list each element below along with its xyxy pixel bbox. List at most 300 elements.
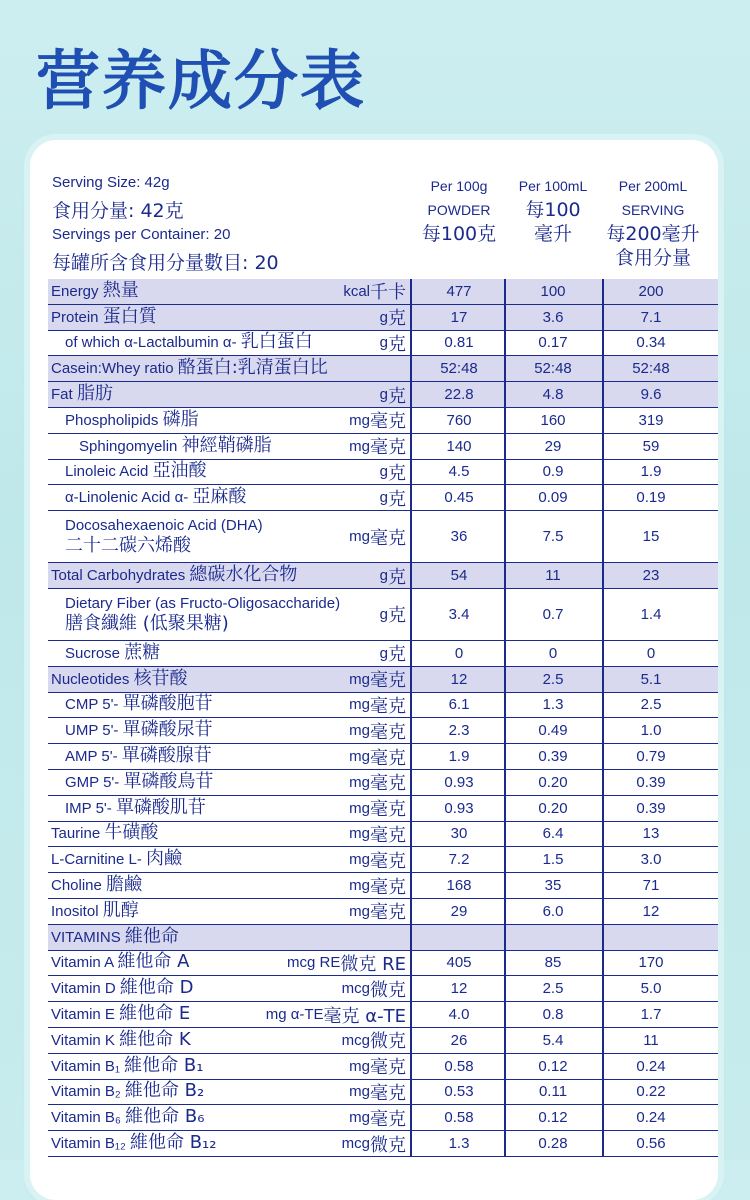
row-label-en: α-Linolenic Acid α- (65, 489, 189, 507)
row-unit-zh: 毫克 (370, 411, 406, 433)
row-label-zh: 二十二碳六烯酸 (65, 535, 191, 557)
row-unit-en: mg (349, 773, 370, 791)
cell-value-col2: 1.3 (542, 696, 564, 714)
row-label (51, 847, 182, 872)
cell-value-col1: 52:48 (440, 360, 478, 378)
cell-value-col3: 0.56 (636, 1135, 666, 1152)
row-label-en: UMP 5'- (65, 722, 119, 740)
table-row (48, 408, 718, 434)
cell-value-col2: 1.5 (542, 851, 564, 869)
row-unit (349, 434, 406, 459)
table-row (48, 305, 718, 331)
cell-value-col1 (410, 925, 508, 950)
row-unit (349, 511, 406, 562)
nutrition-table (48, 279, 718, 1157)
row-unit-en: g (379, 489, 388, 507)
row-label (51, 770, 213, 795)
row-label-en: Energy (51, 282, 99, 300)
row-unit-zh: 毫克 (370, 747, 406, 769)
row-unit-en: mg (349, 670, 370, 688)
cell-value-col1: 26 (450, 1031, 468, 1049)
row-unit-zh: 千卡 (370, 282, 406, 304)
row-label-en: Vitamin K (51, 1031, 115, 1049)
cell-value-col3: 0.39 (636, 799, 666, 817)
cell-value-col2: 0.20 (538, 773, 568, 791)
table-row (48, 382, 718, 408)
row-label (51, 1105, 204, 1130)
row-label-en: Phospholipids (65, 411, 159, 429)
row-label-zh: 肌醇 (102, 899, 139, 921)
row-label (51, 589, 340, 640)
cell-value-col1: 29 (450, 902, 468, 920)
row-unit-zh: 微克 (370, 1031, 406, 1053)
row-label-en: Vitamin A (51, 954, 114, 972)
row-unit-zh: 毫克 (370, 824, 406, 846)
cell-value-col2: 35 (544, 877, 562, 895)
row-label-zh: 膳食纖維 (低聚果糖) (65, 612, 229, 634)
row-unit-en: kcal (343, 282, 370, 300)
row-label (51, 976, 194, 1001)
row-unit (349, 1080, 406, 1105)
row-unit (287, 951, 406, 976)
cell-value-col2: 11 (545, 567, 561, 585)
row-unit-zh: 毫克 (370, 1108, 406, 1130)
row-unit-zh: 克 (388, 462, 406, 484)
row-unit-zh: 毫克 (370, 902, 406, 924)
row-label-en: Vitamin D (51, 980, 116, 998)
row-label-en: Casein:Whey ratio (51, 360, 174, 378)
cell-value-col1: 12 (450, 980, 468, 998)
cell-value-col1: 17 (450, 308, 468, 326)
row-unit (349, 796, 406, 821)
row-unit-en: mg (349, 696, 370, 714)
row-label-zh: 維他命 B₆ (125, 1106, 205, 1128)
cell-value-col3: 7.1 (640, 308, 662, 326)
cell-value-col1: 477 (446, 282, 472, 300)
row-label (51, 925, 179, 950)
cell-value-col3 (602, 925, 700, 950)
table-row (48, 279, 718, 305)
row-unit-zh: 毫克 (370, 1057, 406, 1079)
cell-value-col3: 9.6 (640, 386, 662, 404)
row-unit (349, 847, 406, 872)
row-unit-en: mg (349, 722, 370, 740)
row-label-en: Sucrose (65, 644, 121, 662)
row-label-en: GMP 5'- (65, 773, 120, 791)
cell-value-col1: 36 (450, 528, 468, 546)
table-row (48, 331, 718, 357)
table-row (48, 1028, 718, 1054)
cell-value-col3: 15 (642, 528, 660, 546)
cell-value-col3: 0.22 (636, 1083, 666, 1101)
row-unit-en: mg (349, 1109, 370, 1127)
cell-value-col1: 405 (446, 954, 472, 972)
row-label (51, 434, 272, 459)
table-row (48, 951, 718, 977)
row-label-en: VITAMINS (51, 928, 121, 946)
column-divider (504, 279, 506, 1157)
row-label (51, 305, 157, 330)
cell-value-col1: 54 (450, 567, 468, 585)
table-row (48, 460, 718, 486)
row-unit (343, 279, 406, 304)
row-label-en: Choline (51, 877, 102, 895)
col3-line2: SERVING (621, 202, 685, 218)
row-label-en: Vitamin B₁₂ (51, 1135, 126, 1152)
row-unit-en: g (379, 334, 388, 352)
row-label-en: L-Carnitine L- (51, 851, 142, 869)
row-label-zh: 乳白蛋白 (240, 331, 313, 353)
row-unit-en: mg (349, 1057, 370, 1075)
row-label-en: Linoleic Acid (65, 463, 149, 481)
cell-value-col3: 0.24 (636, 1057, 666, 1075)
row-label-zh: 膽鹼 (106, 874, 143, 896)
row-unit-zh: 克 (388, 644, 406, 666)
cell-value-col3: 1.0 (640, 722, 662, 740)
cell-value-col3: 0.19 (636, 489, 666, 507)
row-label-zh: 單磷酸腺苷 (121, 745, 212, 767)
row-unit-zh: 克 (388, 334, 406, 355)
cell-value-col3: 3.0 (640, 851, 662, 869)
row-unit (342, 1131, 406, 1156)
row-unit-en: mg (349, 748, 370, 766)
page-title: 营养成分表 (36, 45, 366, 119)
cell-value-col3: 12 (642, 902, 660, 920)
row-label (51, 1080, 204, 1105)
cell-value-col3: 11 (643, 1031, 659, 1049)
row-label-zh: 維他命 D (119, 977, 194, 999)
row-unit-zh: 毫克 (370, 876, 406, 898)
col1-line2: POWDER (427, 202, 491, 218)
cell-value-col3: 200 (638, 282, 664, 300)
row-unit-zh: 克 (388, 566, 406, 588)
row-unit-zh: 毫克 (370, 773, 406, 795)
row-unit (380, 305, 406, 330)
row-label-zh: 核苷酸 (133, 667, 188, 689)
cell-value-col3: 1.7 (640, 1006, 662, 1024)
row-label-zh: 單磷酸鳥苷 (123, 770, 214, 792)
row-unit-en: g (379, 463, 388, 481)
cell-value-col1: 4.5 (448, 463, 470, 481)
row-label (51, 331, 313, 356)
cell-value-col1: 6.1 (448, 696, 470, 714)
row-unit (380, 460, 406, 485)
cell-value-col2: 6.4 (542, 825, 564, 843)
row-unit (380, 485, 406, 510)
row-unit-zh: 克 (388, 605, 406, 627)
row-label-zh: 熱量 (102, 279, 139, 301)
row-label-zh: 維他命 E (119, 1003, 191, 1025)
table-row (48, 434, 718, 460)
col3-line4: 食用分量 (614, 247, 691, 269)
row-unit (349, 744, 406, 769)
row-unit-en: g (379, 308, 388, 326)
cell-value-col2: 0.09 (538, 489, 568, 507)
row-unit (349, 899, 406, 924)
servings-per-container-en: Servings per Container: 20 (52, 226, 231, 243)
row-unit-zh: 毫克 (370, 799, 406, 821)
cell-value-col3: 5.0 (640, 980, 662, 998)
row-label-zh: 磷脂 (162, 408, 199, 430)
cell-value-col1: 30 (450, 825, 468, 843)
cell-value-col2: 0.9 (542, 463, 564, 481)
cell-value-col1: 1.9 (448, 748, 470, 766)
cell-value-col3: 170 (638, 954, 664, 972)
table-row (48, 563, 718, 589)
column-divider (602, 279, 604, 1157)
row-label-zh: 蔗糖 (124, 641, 161, 663)
row-label-en: IMP 5'- (65, 799, 112, 817)
col1-line1: Per 100g (430, 178, 488, 194)
row-label-zh: 維他命 (124, 925, 179, 947)
row-unit-zh: 克 (388, 488, 406, 510)
row-unit (380, 382, 406, 407)
row-label (51, 641, 160, 666)
row-unit-zh: 克 (388, 308, 406, 330)
col3-line3: 每200毫升 (606, 223, 700, 245)
row-label-zh: 總碳水化合物 (189, 564, 298, 586)
row-unit-zh: 毫克 (370, 850, 406, 872)
row-unit (342, 1028, 406, 1053)
row-unit-en: mg (349, 437, 370, 455)
row-unit-en: mg (349, 528, 370, 546)
row-label-en: Protein (51, 308, 99, 326)
cell-value-col2: 2.5 (542, 670, 564, 688)
row-unit (380, 641, 406, 666)
row-label-zh: 維他命 B₁ (124, 1054, 204, 1076)
row-unit-zh: 微克 (370, 979, 406, 1001)
row-label-en: Dietary Fiber (as Fructo-Oligosaccharide) (65, 594, 341, 612)
row-label-zh: 單磷酸尿苷 (122, 719, 213, 741)
cell-value-col1: 140 (446, 437, 472, 455)
row-label-en: AMP 5'- (65, 748, 118, 766)
row-label-zh: 維他命 A (117, 951, 190, 973)
row-label-en: Fat (51, 386, 73, 404)
col2-line2: 每100 (525, 199, 581, 221)
cell-value-col3: 0 (646, 644, 656, 662)
cell-value-col3: 59 (642, 437, 660, 455)
cell-value-col2: 0.11 (538, 1083, 568, 1101)
row-unit-en: mg (349, 1083, 370, 1101)
cell-value-col2: 6.0 (542, 902, 564, 920)
cell-value-col2: 0.20 (538, 799, 568, 817)
row-unit (349, 1054, 406, 1079)
cell-value-col3: 319 (638, 411, 664, 429)
row-unit (349, 822, 406, 847)
cell-value-col1: 2.3 (448, 722, 470, 740)
row-unit (380, 563, 406, 588)
row-label-en: Vitamin E (51, 1006, 115, 1024)
row-label (51, 899, 139, 924)
table-row (48, 589, 718, 641)
table-row (48, 1002, 718, 1028)
cell-value-col2: 5.4 (542, 1031, 564, 1049)
row-label-en: Docosahexaenoic Acid (DHA) (65, 517, 263, 535)
row-label (51, 408, 199, 433)
row-label-en: Vitamin B₂ (51, 1083, 121, 1101)
row-label-zh: 維他命 B₁₂ (129, 1132, 217, 1153)
cell-value-col1: 0.93 (444, 799, 474, 817)
row-label (51, 718, 213, 743)
cell-value-col3: 5.1 (640, 670, 662, 688)
row-label-en: Inositol (51, 902, 99, 920)
cell-value-col3: 1.9 (640, 463, 662, 481)
table-row (48, 356, 718, 382)
row-unit (349, 1105, 406, 1130)
table-row (48, 1105, 718, 1131)
cell-value-col2: 0.49 (538, 722, 568, 740)
table-header (30, 140, 718, 278)
row-label (51, 1131, 217, 1156)
table-row (48, 976, 718, 1002)
cell-value-col1: 12 (450, 670, 468, 688)
cell-value-col1: 0.58 (444, 1057, 474, 1075)
row-label-zh: 酪蛋白:乳清蛋白比 (177, 357, 328, 379)
row-unit (349, 693, 406, 718)
cell-value-col3: 0.39 (636, 773, 666, 791)
cell-value-col3: 2.5 (640, 696, 662, 714)
cell-value-col1: 3.4 (448, 605, 470, 623)
row-unit-zh: 微克 (370, 1134, 406, 1156)
cell-value-col1: 0.81 (444, 334, 474, 352)
row-unit-en: mg (349, 902, 370, 920)
column-divider (410, 279, 412, 1157)
servings-per-container-zh: 每罐所含食用分量數目: 20 (52, 252, 279, 274)
cell-value-col2: 0.7 (542, 605, 564, 623)
row-unit-en: mcg (341, 1135, 370, 1152)
cell-value-col2: 0.17 (538, 334, 568, 352)
row-unit-en: mg α-TE (265, 1006, 324, 1024)
row-label (51, 1054, 203, 1079)
cell-value-col2: 2.5 (542, 980, 564, 998)
row-label (51, 563, 297, 588)
row-unit (380, 331, 406, 356)
row-label (51, 744, 212, 769)
cell-value-col2: 0.12 (538, 1057, 568, 1075)
row-unit-zh: 毫克 (370, 1082, 406, 1104)
cell-value-col2 (504, 925, 602, 950)
row-label (51, 873, 142, 898)
table-row (48, 667, 718, 693)
row-label-zh: 維他命 B₂ (124, 1080, 205, 1102)
cell-value-col2: 29 (544, 437, 562, 455)
row-label-zh: 脂肪 (76, 383, 113, 405)
row-label-zh: 維他命 K (119, 1028, 191, 1050)
row-unit-en: mg (349, 877, 370, 895)
cell-value-col1: 0.45 (444, 489, 474, 507)
table-row (48, 718, 718, 744)
row-unit (349, 408, 406, 433)
row-unit (266, 1002, 406, 1027)
row-label-zh: 亞油酸 (152, 460, 207, 482)
row-label-en: of which α-Lactalbumin α- (65, 334, 237, 352)
row-unit-zh: 毫克 (370, 527, 406, 549)
row-unit-en: g (379, 644, 388, 662)
cell-value-col1: 0.58 (444, 1109, 474, 1127)
row-unit-en: mcg (341, 1031, 370, 1049)
cell-value-col2: 100 (540, 282, 566, 300)
row-label-en: Vitamin B₁ (51, 1057, 120, 1075)
cell-value-col2: 0 (548, 644, 558, 662)
row-label (51, 485, 246, 510)
row-unit-en: g (379, 567, 388, 585)
cell-value-col3: 23 (642, 567, 660, 585)
row-unit-en: mg (349, 825, 370, 843)
cell-value-col3: 0.79 (636, 748, 666, 766)
table-row (48, 822, 718, 848)
table-row (48, 873, 718, 899)
row-label (51, 667, 188, 692)
cell-value-col1: 0 (454, 644, 464, 662)
col3-line1: Per 200mL (618, 178, 688, 194)
cell-value-col2: 4.8 (542, 386, 564, 404)
row-unit (349, 718, 406, 743)
cell-value-col1: 0.93 (444, 773, 474, 791)
cell-value-col3: 0.34 (636, 334, 666, 352)
table-row (48, 899, 718, 925)
cell-value-col1: 168 (446, 877, 472, 895)
cell-value-col2: 0.12 (538, 1109, 568, 1127)
column-header-per-200ml (596, 174, 710, 270)
row-unit (342, 976, 406, 1001)
table-row (48, 693, 718, 719)
row-unit-zh: 微克 RE (340, 953, 406, 975)
table-row (48, 925, 718, 951)
row-label (51, 822, 158, 847)
row-unit (349, 873, 406, 898)
row-label-zh: 肉鹼 (146, 848, 183, 870)
row-unit-en: mcg (341, 980, 370, 998)
row-label-en: Total Carbohydrates (51, 567, 186, 585)
row-label-zh: 蛋白質 (102, 305, 157, 327)
column-header-per-100g (410, 174, 508, 246)
cell-value-col3: 13 (642, 825, 660, 843)
row-label (51, 693, 213, 718)
row-unit-zh: 毫克 (370, 695, 406, 717)
column-header-per-100ml (504, 174, 602, 246)
table-row (48, 796, 718, 822)
cell-value-col2: 7.5 (542, 528, 564, 546)
cell-value-col1: 0.53 (444, 1083, 474, 1101)
cell-value-col2: 3.6 (542, 308, 564, 326)
row-label-en: Taurine (51, 825, 101, 843)
cell-value-col2: 0.39 (538, 748, 568, 766)
table-row (48, 1080, 718, 1106)
cell-value-col1: 760 (446, 411, 472, 429)
cell-value-col2: 0.28 (538, 1135, 568, 1152)
row-unit-en: mg (349, 851, 370, 869)
row-label-en: Vitamin B₆ (51, 1109, 121, 1127)
row-label (51, 279, 139, 304)
cell-value-col3: 0.24 (636, 1109, 666, 1127)
cell-value-col1: 22.8 (444, 386, 474, 404)
row-label (51, 796, 206, 821)
serving-size-en: Serving Size: 42g (52, 174, 170, 191)
row-unit-en: mg (349, 411, 370, 429)
cell-value-col2: 0.8 (542, 1006, 564, 1024)
cell-value-col3: 71 (642, 877, 660, 895)
row-unit (380, 589, 406, 640)
row-label (51, 1002, 190, 1027)
row-unit (349, 667, 406, 692)
table-row (48, 1054, 718, 1080)
row-unit-en: mcg RE (287, 954, 341, 972)
cell-value-col1: 1.3 (448, 1135, 470, 1152)
col1-line3: 每100克 (421, 223, 497, 245)
table-row (48, 485, 718, 511)
cell-value-col1: 4.0 (448, 1006, 470, 1024)
row-label-en: Sphingomyelin (79, 437, 178, 455)
